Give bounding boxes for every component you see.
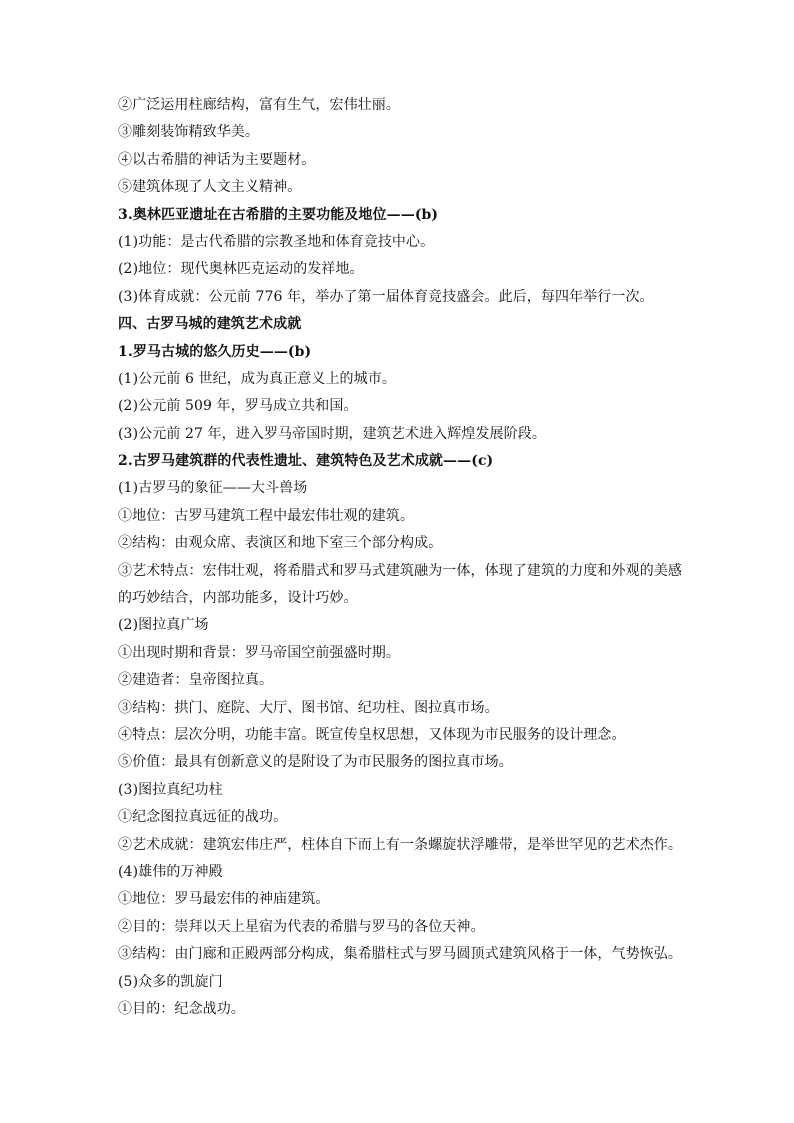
text-line: ③结构：拱门、庭院、大厅、图书馆、纪功柱、图拉真市场。 <box>118 699 499 716</box>
section-heading: 2.古罗马建筑群的代表性遗址、建筑特色及艺术成就——(c) <box>118 453 494 470</box>
text-line: (3)体育成就：公元前 776 年，举办了第一届体育竞技盛会。此后，每四年举行一次。 <box>118 288 654 305</box>
text-line: (3)图拉真纪功柱 <box>118 781 223 798</box>
text-line: (2)图拉真广场 <box>118 617 209 634</box>
text-line: 的巧妙结合，内部功能多，设计巧妙。 <box>118 590 358 607</box>
text-line: (4)雄伟的万神殿 <box>118 863 223 880</box>
text-line: ①地位：罗马最宏伟的神庙建筑。 <box>118 891 330 908</box>
section-heading: 四、古罗马城的建筑艺术成就 <box>118 316 302 333</box>
text-line: (2)公元前 509 年，罗马成立共和国。 <box>118 398 358 415</box>
text-line: (2)地位：现代奥林匹克运动的发祥地。 <box>118 261 364 278</box>
text-line: ②目的：崇拜以天上星宿为代表的希腊与罗马的各位天神。 <box>118 918 485 935</box>
text-line: ⑤建筑体现了人文主义精神。 <box>118 179 302 196</box>
document-body <box>118 92 688 1023</box>
text-line: ③艺术特点：宏伟壮观，将希腊式和罗马式建筑融为一体，体现了建筑的力度和外观的美感 <box>118 562 682 579</box>
text-line: ③雕刻装饰精致华美。 <box>118 124 259 141</box>
section-heading: 1.罗马古城的悠久历史——(b) <box>118 343 312 360</box>
text-line: (5)众多的凯旋门 <box>118 973 223 990</box>
text-line: ①地位：古罗马建筑工程中最宏伟壮观的建筑。 <box>118 507 415 524</box>
section-heading: 3.奥林匹亚遗址在古希腊的主要功能及地位——(b) <box>118 206 439 223</box>
text-line: (3)公元前 27 年，进入罗马帝国时期，建筑艺术进入辉煌发展阶段。 <box>118 425 546 442</box>
text-line: ②广泛运用柱廊结构，富有生气，宏伟壮丽。 <box>118 97 400 113</box>
text-line: ④以古希腊的神话为主要题材。 <box>118 151 316 168</box>
text-line: ③结构：由门廊和正殿两部分构成，集希腊柱式与罗马圆顶式建筑风格于一体，气势恢弘。 <box>118 946 682 963</box>
text-line: ②艺术成就：建筑宏伟庄严，柱体自下而上有一条螺旋状浮雕带，是举世罕见的艺术杰作。 <box>118 836 682 853</box>
text-line: (1)功能：是古代希腊的宗教圣地和体育竞技中心。 <box>118 233 435 250</box>
text-line: (1)古罗马的象征——大斗兽场 <box>118 480 308 497</box>
text-line: ①纪念图拉真远征的战功。 <box>118 809 288 826</box>
text-line: (1)公元前 6 世纪，成为真正意义上的城市。 <box>118 370 396 387</box>
text-line: ⑤价值：最具有创新意义的是附设了为市民服务的图拉真市场。 <box>118 754 513 771</box>
text-line: ④特点：层次分明，功能丰富。既宣传皇权思想，又体现为市民服务的设计理念。 <box>118 726 626 743</box>
text-line: ②建造者：皇帝图拉真。 <box>118 672 274 689</box>
text-line: ①出现时期和背景：罗马帝国空前强盛时期。 <box>118 644 400 661</box>
text-line: ②结构：由观众席、表演区和地下室三个部分构成。 <box>118 535 443 552</box>
text-line: ①目的：纪念战功。 <box>118 1000 245 1017</box>
